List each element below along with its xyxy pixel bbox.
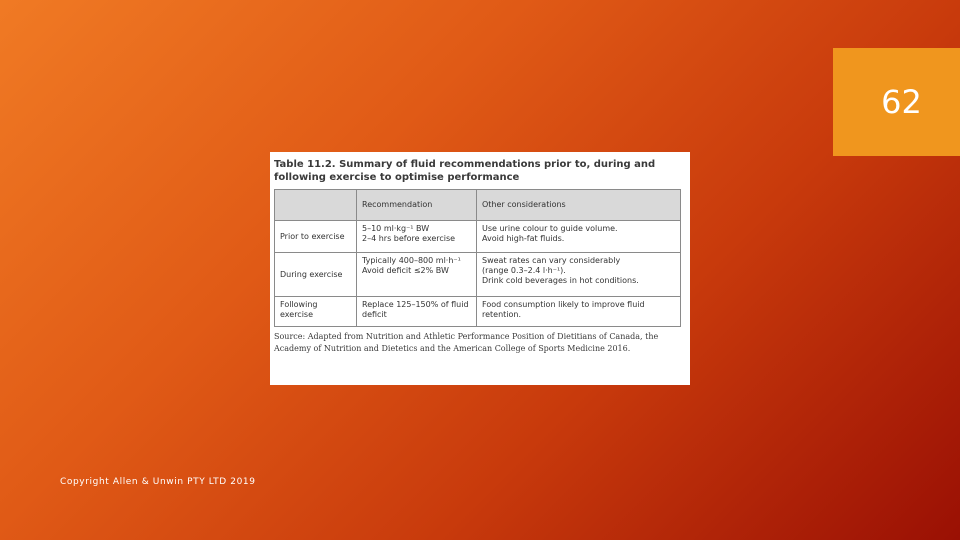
cell-line: Typically 400–800 ml·h⁻¹	[362, 256, 461, 265]
cell-line: (range 0.3–2.4 l·h⁻¹).	[482, 266, 566, 275]
cell-line: Food consumption likely to improve fluid retention.	[482, 300, 645, 319]
header-other-considerations: Other considerations	[477, 190, 681, 221]
fluid-recommendations-table-image	[270, 152, 690, 385]
table-header-row	[275, 190, 681, 221]
table-row	[275, 221, 681, 253]
slide-number-badge	[833, 48, 960, 156]
considerations-cell	[477, 221, 681, 253]
cell-line: Sweat rates can vary considerably	[482, 256, 621, 265]
considerations-cell	[477, 253, 681, 297]
table-source-note: Source: Adapted from Nutrition and Athletic Performance Position of Dietitians of Canada, the Academy of Nutrition and Dietetics and the American College of Sports Medicine 2016.	[274, 332, 659, 353]
considerations-cell	[477, 297, 681, 327]
table-row	[275, 253, 681, 297]
cell-line: Use urine colour to guide volume.	[482, 224, 618, 233]
fluid-recommendations-table	[274, 189, 681, 327]
phase-cell: Prior to exercise	[275, 221, 357, 253]
header-blank	[275, 190, 357, 221]
cell-line: Drink cold beverages in hot conditions.	[482, 276, 639, 285]
cell-line: Replace 125–150% of fluid deficit	[362, 300, 469, 319]
slide-number: 62	[881, 83, 922, 121]
cell-line: 2–4 hrs before exercise	[362, 234, 456, 243]
cell-line: Avoid deficit ≤2% BW	[362, 266, 449, 275]
table-row	[275, 297, 681, 327]
recommendation-cell	[357, 297, 477, 327]
table-title: Table 11.2. Summary of fluid recommendations prior to, during and following exercise to optimise performance	[274, 159, 656, 183]
cell-line: 5–10 ml·kg⁻¹ BW	[362, 224, 430, 233]
phase-cell: Following exercise	[275, 297, 357, 327]
phase-cell: During exercise	[275, 253, 357, 297]
recommendation-cell	[357, 253, 477, 297]
header-recommendation: Recommendation	[357, 190, 477, 221]
copyright-notice: Copyright Allen & Unwin PTY LTD 2019	[60, 477, 256, 487]
recommendation-cell	[357, 221, 477, 253]
cell-line: Avoid high-fat fluids.	[482, 234, 565, 243]
